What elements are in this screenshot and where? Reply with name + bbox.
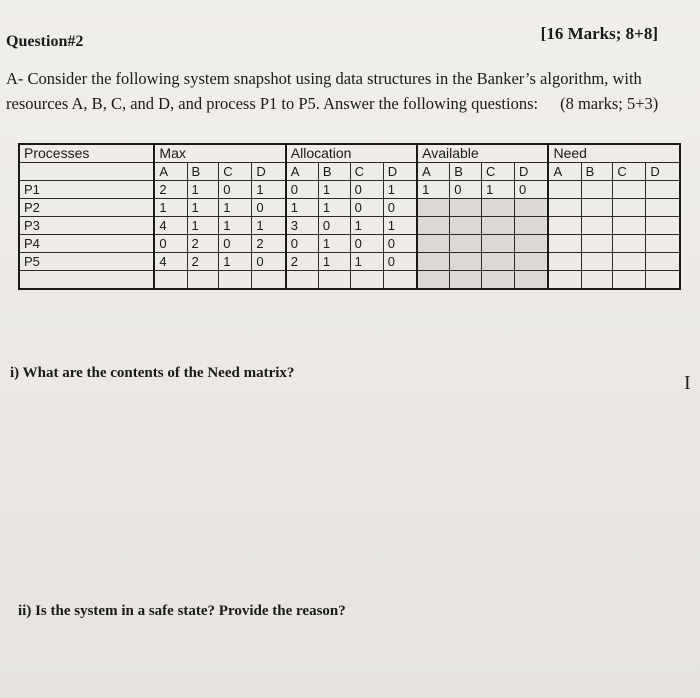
allocation-cell: 1 [318, 235, 350, 253]
allocation-cell: 1 [350, 217, 383, 235]
available-cell [515, 271, 549, 290]
process-cell: P3 [19, 217, 154, 235]
need-cell [646, 235, 680, 253]
table-row [19, 271, 680, 290]
max-cell: 2 [187, 253, 219, 271]
intro-line-2 [6, 91, 691, 116]
allocation-cell: 1 [383, 217, 417, 235]
available-cell [450, 253, 482, 271]
max-cell [252, 271, 286, 290]
alloc-res-a: A [286, 163, 319, 181]
allocation-cell: 0 [286, 235, 319, 253]
avail-res-c: C [482, 163, 515, 181]
available-cell [417, 271, 450, 290]
bankers-table [18, 143, 681, 290]
max-cell [187, 271, 219, 290]
need-cell [548, 217, 581, 235]
need-cell [581, 217, 613, 235]
allocation-cell: 3 [286, 217, 319, 235]
available-cell [417, 199, 450, 217]
available-cell [417, 235, 450, 253]
need-cell [646, 217, 680, 235]
alloc-res-d: D [383, 163, 417, 181]
need-cell [581, 271, 613, 290]
process-rows [19, 181, 680, 290]
max-cell: 4 [154, 217, 187, 235]
resource-header-row [19, 163, 680, 181]
allocation-cell: 0 [350, 199, 383, 217]
table-row [19, 235, 680, 253]
intro-line-2-text: resources A, B, C, and D, and process P1 to P5. Answer the following questions: [6, 94, 539, 113]
process-cell [19, 271, 154, 290]
available-cell [482, 217, 515, 235]
need-cell [646, 271, 680, 290]
table-row [19, 199, 680, 217]
max-cell: 1 [219, 199, 252, 217]
allocation-cell [383, 271, 417, 290]
alloc-res-b: B [318, 163, 350, 181]
allocation-cell: 1 [318, 181, 350, 199]
header-available: Available [417, 144, 548, 163]
available-cell [482, 271, 515, 290]
allocation-cell: 2 [286, 253, 319, 271]
need-res-d: D [646, 163, 680, 181]
allocation-cell: 1 [318, 253, 350, 271]
allocation-cell: 0 [286, 181, 319, 199]
available-cell: 1 [417, 181, 450, 199]
intro-marks: (8 marks; 5+3) [560, 94, 659, 113]
need-cell [548, 271, 581, 290]
need-cell [613, 181, 646, 199]
available-cell [417, 217, 450, 235]
max-cell: 0 [252, 253, 286, 271]
available-cell [515, 253, 549, 271]
need-cell [548, 253, 581, 271]
max-cell: 1 [252, 181, 286, 199]
need-cell [548, 199, 581, 217]
resource-header-blank [19, 163, 154, 181]
available-cell [482, 253, 515, 271]
header-need: Need [548, 144, 680, 163]
need-cell [613, 217, 646, 235]
max-cell: 1 [219, 253, 252, 271]
max-cell: 1 [252, 217, 286, 235]
available-cell: 0 [515, 181, 549, 199]
table-row [19, 181, 680, 199]
need-cell [548, 235, 581, 253]
need-cell [613, 235, 646, 253]
alloc-res-c: C [350, 163, 383, 181]
allocation-cell: 1 [383, 181, 417, 199]
max-cell: 1 [187, 217, 219, 235]
need-cell [646, 181, 680, 199]
need-res-a: A [548, 163, 581, 181]
max-cell [219, 271, 252, 290]
process-cell: P5 [19, 253, 154, 271]
allocation-cell: 0 [383, 235, 417, 253]
header-processes: Processes [19, 144, 154, 163]
max-cell: 1 [187, 181, 219, 199]
allocation-cell: 1 [318, 199, 350, 217]
available-cell [515, 217, 549, 235]
allocation-cell: 1 [286, 199, 319, 217]
question-ii: ii) Is the system in a safe state? Provide the reason? [18, 603, 346, 619]
need-cell [581, 199, 613, 217]
process-cell: P4 [19, 235, 154, 253]
allocation-cell [318, 271, 350, 290]
need-cell [581, 181, 613, 199]
allocation-cell: 0 [350, 181, 383, 199]
need-res-b: B [581, 163, 613, 181]
need-cell [548, 181, 581, 199]
available-cell: 1 [482, 181, 515, 199]
allocation-cell [286, 271, 319, 290]
max-res-c: C [219, 163, 252, 181]
max-cell: 2 [154, 181, 187, 199]
available-cell [450, 199, 482, 217]
table-row [19, 253, 680, 271]
need-res-c: C [613, 163, 646, 181]
group-header-row [19, 144, 680, 163]
max-cell: 2 [252, 235, 286, 253]
intro-line-1: A- Consider the following system snapshot using data structures in the Banker’s algorithm, with [6, 69, 642, 88]
process-cell: P1 [19, 181, 154, 199]
need-cell [646, 253, 680, 271]
max-cell: 0 [252, 199, 286, 217]
allocation-cell: 0 [318, 217, 350, 235]
avail-res-b: B [450, 163, 482, 181]
available-cell [482, 199, 515, 217]
available-cell [482, 235, 515, 253]
available-cell [450, 235, 482, 253]
available-cell: 0 [450, 181, 482, 199]
question-intro [6, 66, 691, 116]
question-i: i) What are the contents of the Need matrix? [10, 365, 295, 381]
need-cell [613, 271, 646, 290]
avail-res-a: A [417, 163, 450, 181]
available-cell [515, 235, 549, 253]
need-cell [646, 199, 680, 217]
allocation-cell [350, 271, 383, 290]
question-title: Question#2 [6, 33, 84, 50]
available-cell [417, 253, 450, 271]
need-cell [581, 253, 613, 271]
text-cursor-icon: I [684, 372, 691, 394]
max-cell: 1 [154, 199, 187, 217]
max-res-a: A [154, 163, 187, 181]
allocation-cell: 0 [350, 235, 383, 253]
max-cell [154, 271, 187, 290]
allocation-cell: 1 [350, 253, 383, 271]
available-cell [450, 271, 482, 290]
max-cell: 0 [219, 181, 252, 199]
available-cell [450, 217, 482, 235]
table-row [19, 217, 680, 235]
allocation-cell: 0 [383, 253, 417, 271]
max-cell: 2 [187, 235, 219, 253]
max-cell: 4 [154, 253, 187, 271]
max-cell: 1 [219, 217, 252, 235]
max-cell: 0 [154, 235, 187, 253]
header-max: Max [154, 144, 285, 163]
max-cell: 1 [187, 199, 219, 217]
need-cell [581, 235, 613, 253]
need-cell [613, 253, 646, 271]
max-cell: 0 [219, 235, 252, 253]
need-cell [613, 199, 646, 217]
allocation-cell: 0 [383, 199, 417, 217]
process-cell: P2 [19, 199, 154, 217]
max-res-b: B [187, 163, 219, 181]
available-cell [515, 199, 549, 217]
header-allocation: Allocation [286, 144, 417, 163]
question-marks: [16 Marks; 8+8] [540, 24, 658, 43]
max-res-d: D [252, 163, 286, 181]
avail-res-d: D [515, 163, 549, 181]
